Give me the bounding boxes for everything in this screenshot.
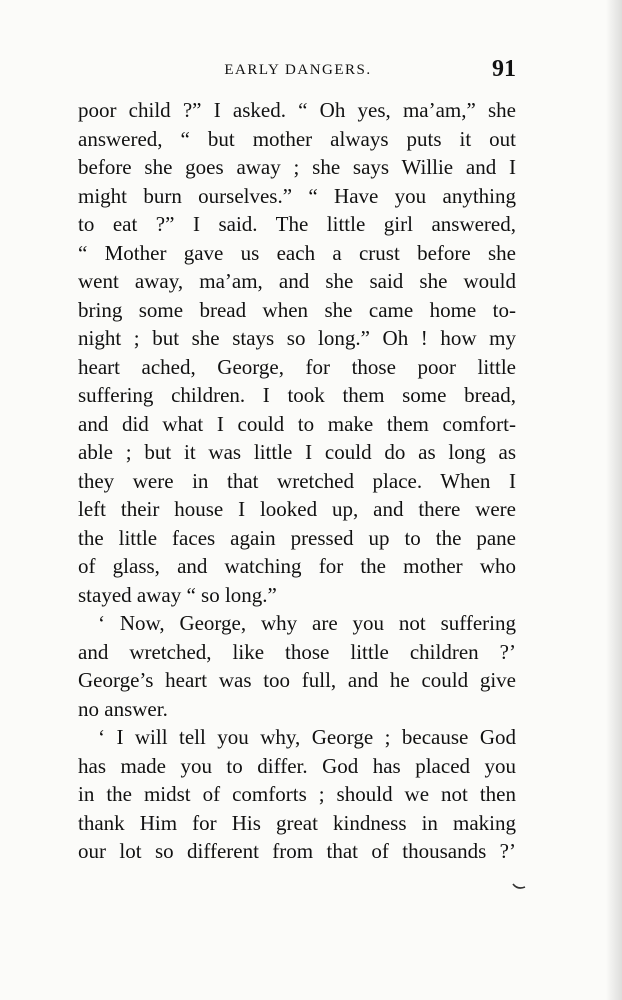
- page-number: 91: [492, 56, 516, 82]
- text-line: in the midst of comforts ; should we not then: [78, 782, 516, 806]
- text-line: might burn ourselves.” “ Have you anything: [78, 183, 516, 208]
- text-line: they were in that wretched place. When I: [78, 468, 516, 493]
- text-line: answered, “ but mother always puts it out: [78, 126, 516, 151]
- text-line: thank Him for His great kindness in making: [78, 810, 516, 835]
- text-line: heart ached, George, for those poor little: [78, 354, 516, 379]
- text-line: before she goes away ; she says Willie and I: [78, 155, 516, 179]
- text-line: of glass, and watching for the mother who: [78, 554, 516, 578]
- text-line: bring some bread when she came home to-: [78, 297, 516, 322]
- text-line: the little faces again pressed up to the pane: [78, 525, 516, 550]
- running-head: EARLY DANGERS.: [224, 62, 372, 78]
- text-line: no answer.: [78, 696, 168, 721]
- text-line: and did what I could to make them comfort-: [78, 411, 516, 436]
- text-line: our lot so different from that of thousands ?’: [78, 839, 516, 863]
- page-mark: [512, 882, 526, 893]
- text-line: ‘ I will tell you why, George ; because God: [98, 725, 516, 749]
- text-line: suffering children. I took them some bread,: [78, 383, 516, 407]
- text-line: George’s heart was too full, and he could give: [78, 668, 516, 692]
- text-line: stayed away “ so long.”: [78, 582, 277, 607]
- text-line: to eat ?” I said. The little girl answered,: [78, 212, 516, 236]
- text-line: went away, ma’am, and she said she would: [78, 269, 516, 293]
- ink-mark-icon: [512, 882, 526, 890]
- text-line: has made you to differ. God has placed you: [78, 753, 516, 778]
- body-text: [78, 96, 516, 866]
- text-line: and wretched, like those little children ?’: [78, 639, 516, 664]
- text-line: ‘ Now, George, why are you not suffering: [98, 611, 516, 635]
- text-line: “ Mother gave us each a crust before she: [78, 240, 516, 265]
- page-header: [78, 58, 518, 90]
- text-line: able ; but it was little I could do as long as: [78, 440, 516, 464]
- text-line: night ; but she stays so long.” Oh ! how my: [78, 326, 516, 350]
- page-edge-shadow: [606, 0, 622, 1000]
- text-line: left their house I looked up, and there were: [78, 497, 516, 521]
- text-line: poor child ?” I asked. “ Oh yes, ma’am,” she: [78, 98, 516, 122]
